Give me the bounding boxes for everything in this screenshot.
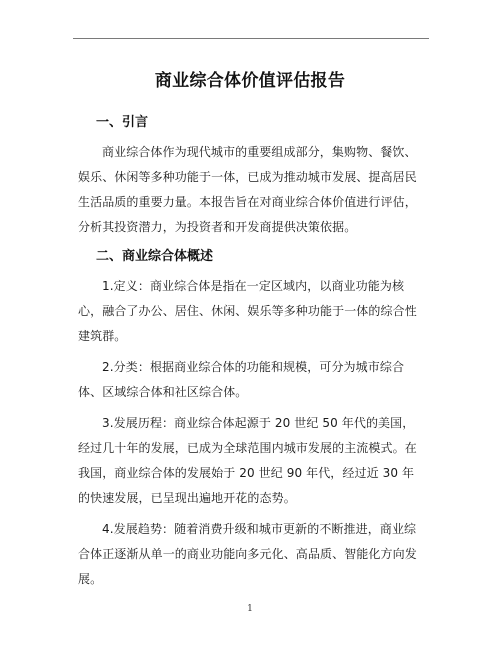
section-heading-introduction: 一、引言	[96, 115, 149, 130]
page-number: 1	[247, 604, 253, 614]
header-rule	[73, 38, 429, 39]
overview-classification-paragraph: 2.分类：根据商业综合体的功能和规模，可分为城市综合体、区域综合体和社区综合体。	[78, 360, 405, 399]
introduction-paragraph: 商业综合体作为现代城市的重要组成部分，集购物、餐饮、娱乐、休闲等多种功能于一体，已成为推动城市发展、提高居民生活品质的重要力量。本报告旨在对商业综合体价值进行评估，分析其投资潜力，为投资者和开发商提供决策依据。	[78, 145, 417, 234]
overview-definition-paragraph: 1.定义：商业综合体是指在一定区域内，以商业功能为核心，融合了办公、居住、休闲、娱乐等多种功能于一体的综合性建筑群。	[78, 279, 417, 343]
overview-trend-paragraph: 4.发展趋势：随着消费升级和城市更新的不断推进，商业综合体正逐渐从单一的商业功能向多元化、高品质、智能化方向发展。	[78, 522, 417, 586]
section-heading-overview: 二、商业综合体概述	[96, 249, 214, 264]
document-body	[78, 112, 423, 598]
document-title: 商业综合体价值评估报告	[154, 71, 346, 91]
overview-history-paragraph: 3.发展历程：商业综合体起源于 20 世纪 50 年代的美国，经过几十年的发展，已成为全球范围内城市发展的主流模式。在我国，商业综合体的发展始于 20 世纪 90 年代，经过近 30 年的快速发展，已呈现出遍地开花的态势。	[78, 416, 417, 505]
